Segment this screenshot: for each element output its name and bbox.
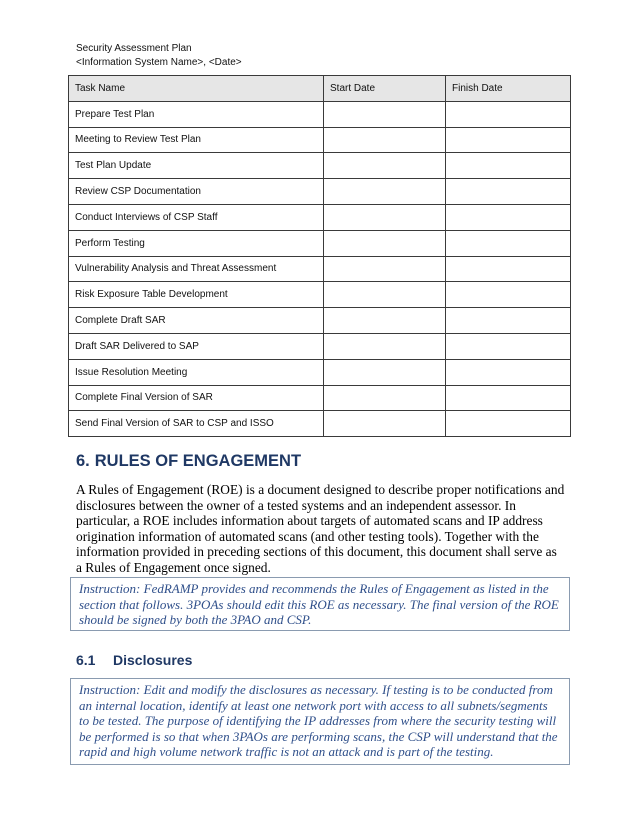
start-date-cell <box>324 256 446 282</box>
table-row <box>69 385 571 411</box>
table-header-row <box>69 76 571 102</box>
subsection-title: Disclosures <box>113 652 193 668</box>
table-row <box>69 101 571 127</box>
task-name-cell: Meeting to Review Test Plan <box>69 127 324 153</box>
column-header-task-name: Task Name <box>69 76 324 102</box>
finish-date-cell <box>446 256 571 282</box>
finish-date-cell <box>446 101 571 127</box>
finish-date-cell <box>446 282 571 308</box>
start-date-cell <box>324 230 446 256</box>
start-date-cell <box>324 282 446 308</box>
finish-date-cell <box>446 230 571 256</box>
task-name-cell: Perform Testing <box>69 230 324 256</box>
task-name-cell: Conduct Interviews of CSP Staff <box>69 204 324 230</box>
table-row <box>69 204 571 230</box>
task-schedule-table <box>68 75 571 437</box>
start-date-cell <box>324 153 446 179</box>
start-date-cell <box>324 411 446 437</box>
task-name-cell: Issue Resolution Meeting <box>69 359 324 385</box>
start-date-cell <box>324 359 446 385</box>
table-row <box>69 282 571 308</box>
task-name-cell: Send Final Version of SAR to CSP and ISSO <box>69 411 324 437</box>
start-date-cell <box>324 385 446 411</box>
task-name-cell: Review CSP Documentation <box>69 179 324 205</box>
table-row <box>69 179 571 205</box>
task-name-cell: Complete Final Version of SAR <box>69 385 324 411</box>
task-name-cell: Test Plan Update <box>69 153 324 179</box>
column-header-start-date: Start Date <box>324 76 446 102</box>
instruction-box-disclosures: Instruction: Edit and modify the disclosures as necessary. If testing is to be conducted from an internal location, identify at least one network port with access to all subnets/segments to be tested. The purpose of identifying the IP addresses from where the security testing will be performed is so that when 3PAOs are performing scans, the CSP will understand that the rapid and high volume network traffic is not an attack and is part of the testing. <box>70 678 570 764</box>
subsection-number: 6.1 <box>76 652 96 668</box>
table-body <box>69 101 571 436</box>
column-header-finish-date: Finish Date <box>446 76 571 102</box>
finish-date-cell <box>446 127 571 153</box>
task-name-cell: Risk Exposure Table Development <box>69 282 324 308</box>
section-title: RULES OF ENGAGEMENT <box>94 452 302 470</box>
table-row <box>69 411 571 437</box>
finish-date-cell <box>446 333 571 359</box>
table-row <box>69 230 571 256</box>
finish-date-cell <box>446 359 571 385</box>
task-name-cell: Prepare Test Plan <box>69 101 324 127</box>
start-date-cell <box>324 333 446 359</box>
table-row <box>69 153 571 179</box>
table-row <box>69 359 571 385</box>
start-date-cell <box>324 204 446 230</box>
page-header <box>76 42 242 70</box>
finish-date-cell <box>446 411 571 437</box>
section-6-heading <box>76 452 301 471</box>
finish-date-cell <box>446 179 571 205</box>
table-row <box>69 256 571 282</box>
task-name-cell: Complete Draft SAR <box>69 308 324 334</box>
header-system-date: <Information System Name>, <Date> <box>76 57 242 68</box>
start-date-cell <box>324 127 446 153</box>
task-name-cell: Vulnerability Analysis and Threat Assessment <box>69 256 324 282</box>
finish-date-cell <box>446 153 571 179</box>
table-row <box>69 308 571 334</box>
roe-body-paragraph: A Rules of Engagement (ROE) is a document designed to describe proper notifications and disclosures between the owner of a tested systems and an independent assessor. In particular, a ROE includes information about targets of automated scans and IP address origination information of automated scans (and other testing tools). Together with the information provided in preceding sections of this document, this document shall serve as a Rules of Engagement once signed. <box>76 482 565 575</box>
section-6-1-heading <box>76 652 192 668</box>
start-date-cell <box>324 308 446 334</box>
finish-date-cell <box>446 204 571 230</box>
table-row <box>69 333 571 359</box>
task-name-cell: Draft SAR Delivered to SAP <box>69 333 324 359</box>
start-date-cell <box>324 179 446 205</box>
table-row <box>69 127 571 153</box>
finish-date-cell <box>446 385 571 411</box>
page-cut-divider <box>70 764 570 765</box>
start-date-cell <box>324 101 446 127</box>
header-document-title: Security Assessment Plan <box>76 43 192 54</box>
finish-date-cell <box>446 308 571 334</box>
instruction-box-roe: Instruction: FedRAMP provides and recommends the Rules of Engagement as listed in the section that follows. 3POAs should edit this ROE as necessary. The final version of the ROE should be signed by both the 3PAO and CSP. <box>70 577 570 631</box>
section-number: 6. <box>76 452 90 470</box>
